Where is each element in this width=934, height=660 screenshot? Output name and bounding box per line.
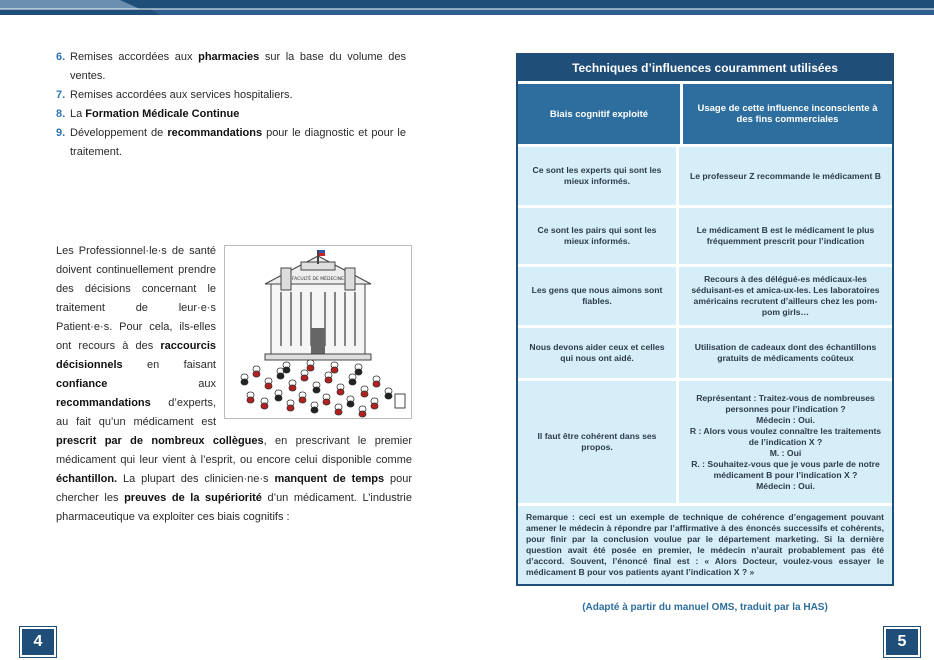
table-row <box>518 144 892 205</box>
list-item-number: 7. <box>56 89 66 101</box>
body-text: Les Professionnel·le·s de santé doivent continuellement prendre des décisions concernant le traitement de leur·e·s Patient·e·s. Pour cela, ils-elles ont recours à des <box>56 245 216 352</box>
body-text: La <box>70 108 86 120</box>
emphasis-text: recommandations <box>167 127 263 139</box>
bias-cell: Nous devons aider ceux et celles qui nous ont aidé. <box>518 328 679 378</box>
table-row <box>518 205 892 264</box>
emphasis-text: pharmacies <box>198 51 260 63</box>
body-text: Remises accordées aux services hospitaliers. <box>70 89 293 101</box>
body-text: pour chercher les <box>56 473 413 504</box>
body-text: aux <box>107 378 216 390</box>
body-text: en faisant <box>122 359 216 371</box>
bias-cell: Les gens que nous aimons sont fiables. <box>518 267 679 325</box>
list-item-number: 6. <box>56 51 66 63</box>
table-row <box>518 325 892 378</box>
body-text: Développement de <box>70 127 168 139</box>
table-remark: Remarque : ceci est un exemple de technique de cohérence d’engagement pouvant amener le médecin à répondre par l’affirmative à des énoncés successifs et cohérents, pour finir par la conclusion voulue par le département marketing. Si la dernière question avait été posée en premier, le médecin n’aurait probablement pas été d’accord. Souvent, l’énoncé final est : « Alors Docteur, voulez-vous essayer le médicament B pour vos patients ayant l’indication X ? » <box>518 503 892 584</box>
bias-cell: Ce sont les pairs qui sont les mieux informés. <box>518 208 679 264</box>
table-row <box>518 378 892 503</box>
list-item <box>56 105 406 124</box>
body-paragraph <box>56 242 412 527</box>
list-item-text <box>70 124 406 162</box>
table-title: Techniques d’influences couramment utilisées <box>518 55 892 84</box>
emphasis-text: confiance <box>56 378 108 390</box>
body-text: pour le diagnostic et pour le traitement. <box>70 127 406 158</box>
page-number-right: 5 <box>884 627 920 657</box>
emphasis-text: raccourcis décisionnels <box>56 340 216 371</box>
body-text: sur la base du volume des ventes. <box>70 51 406 82</box>
usage-cell: Représentant : Traitez-vous de nombreuses personnes pour l’indication ? Médecin : Oui. R : Alors vous voulez connaître les traitements de l’indication X ? M. : Oui R. : Souhaitez-vous que je vous parle de notre médicament B pour l’indication X ? Médecin : Oui. <box>689 392 882 491</box>
emphasis-text: preuves de la supériorité <box>124 492 262 504</box>
bias-cell: Ce sont les experts qui sont les mieux informés. <box>518 147 679 205</box>
emphasis-text: recommandations <box>56 397 151 409</box>
emphasis-text: Formation Médicale Continue <box>85 108 240 120</box>
bias-cell: Il faut être cohérent dans ses propos. <box>518 381 679 503</box>
emphasis-text: prescrit par de nombreux collègues <box>56 435 264 447</box>
usage-cell: Utilisation de cadeaux dont des échantillons gratuits de médicaments coûteux <box>694 342 877 363</box>
list-item <box>56 124 406 162</box>
list-item-number: 8. <box>56 108 66 120</box>
header-cognitive-bias: Biais cognitif exploité <box>518 84 683 144</box>
source-caption: (Adapté à partir du manuel OMS, traduit par la HAS) <box>582 602 828 613</box>
usage-cell: Recours à des délégué-es médicaux-les séduisant-es et amica-ux-les. Les laboratoires américains recrutent d’ailleurs chez les pom-pom girls… <box>691 274 880 317</box>
body-text: La plupart des clinicien·ne·s <box>117 473 275 485</box>
list-item-text <box>70 105 406 124</box>
body-text: Remises accordées aux <box>70 51 199 63</box>
table-header-row <box>518 84 892 144</box>
table-row <box>518 264 892 325</box>
body-text: d’un médicament. L’industrie pharmaceutique va exploiter ces biais cognitifs : <box>56 492 412 523</box>
influence-techniques-table <box>516 53 894 586</box>
usage-cell: Le médicament B est le médicament le plus fréquemment prescrit pour l’indication <box>696 225 875 246</box>
body-text: d’experts, au fait qu’un médicament est <box>56 397 216 428</box>
emphasis-text: manquent de temps <box>274 473 385 485</box>
faculty-pills-illustration <box>224 245 412 419</box>
numbered-list <box>56 48 406 162</box>
list-item-text <box>70 86 406 105</box>
top-decorative-band <box>0 0 934 15</box>
emphasis-text: échantillon. <box>56 473 118 485</box>
usage-cell: Le professeur Z recommande le médicament B <box>689 170 882 181</box>
list-item-number: 9. <box>56 127 66 139</box>
facade-inscription: FACULTÉ DE MÉDECINE <box>292 277 344 282</box>
list-item-text <box>70 48 406 86</box>
list-item <box>56 48 406 86</box>
header-commercial-use: Usage de cette influence inconsciente à des fins commerciales <box>697 103 878 125</box>
list-item <box>56 86 406 105</box>
body-text: , en prescrivant le premier médicament qui leur vient à l’esprit, ou encore celui disponible comme <box>56 435 412 466</box>
page-number-left: 4 <box>20 627 56 657</box>
